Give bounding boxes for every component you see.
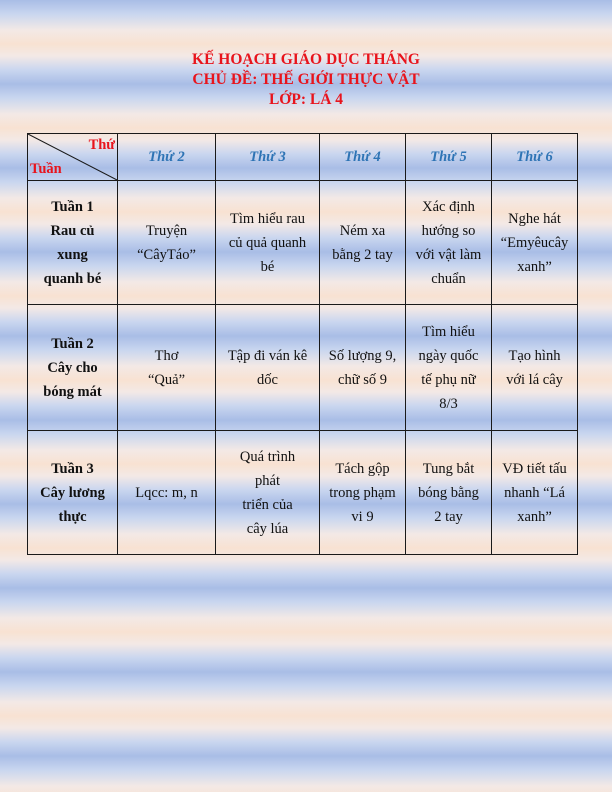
activity-line: Tách gộp: [335, 460, 390, 477]
document-title: [0, 50, 612, 110]
activity-cell: [216, 181, 320, 305]
activity-cell: [492, 305, 578, 431]
activity-line: Lqcc: m, n: [135, 484, 198, 501]
activity-line: VĐ tiết tấu: [502, 460, 567, 477]
activity-line: Xác định: [422, 198, 475, 215]
activity-line: 2 tay: [434, 508, 463, 525]
title-line-3: LỚP: LÁ 4: [268, 91, 344, 108]
header-day-wed: Thứ 4: [320, 134, 406, 181]
activity-line: ngày quốc: [418, 347, 479, 364]
week-topic-line: bóng mát: [43, 383, 102, 400]
activity-cell: [320, 431, 406, 555]
activity-line: xanh”: [517, 258, 552, 275]
activity-cell: [406, 305, 492, 431]
activity-cell: [492, 431, 578, 555]
header-day-fri: Thứ 6: [492, 134, 578, 181]
week-topic-line: Cây lương: [40, 484, 105, 501]
activity-cell: [320, 305, 406, 431]
week-topic-line: quanh bé: [43, 270, 102, 287]
activity-line: Tung bắt: [422, 460, 475, 477]
activity-line: “Quả”: [147, 371, 186, 388]
activity-line: bằng 2 tay: [332, 246, 393, 263]
activity-line: dốc: [257, 371, 278, 388]
activity-line: bóng bằng: [418, 484, 479, 501]
week-topic-line: Cây cho: [47, 359, 98, 376]
activity-cell: [216, 431, 320, 555]
header-day-tue: Thứ 3: [216, 134, 320, 181]
activity-line: xanh”: [517, 508, 552, 525]
week-cell: [28, 305, 118, 431]
week-label: Tuần 3: [51, 460, 94, 477]
activity-line: với vật làm: [415, 246, 482, 263]
activity-cell: [118, 305, 216, 431]
table-row: [28, 305, 578, 431]
header-day-mon: Thứ 2: [118, 134, 216, 181]
activity-line: với lá cây: [506, 371, 563, 388]
activity-line: “Emyêucây: [500, 234, 569, 251]
week-topic-line: thực: [58, 508, 87, 525]
week-cell: [28, 181, 118, 305]
week-cell: [28, 431, 118, 555]
activity-line: Truyện: [145, 222, 188, 239]
activity-line: Tạo hình: [508, 347, 561, 364]
activity-line: Thơ: [154, 347, 179, 364]
activity-line: triển của: [242, 496, 293, 513]
week-label: Tuần 2: [51, 335, 94, 352]
activity-line: cây lúa: [246, 520, 289, 537]
week-label: Tuần 1: [51, 198, 94, 215]
table-header-row: [28, 134, 578, 181]
corner-label-day: Thứ: [88, 137, 115, 153]
activity-cell: [406, 431, 492, 555]
week-topic-line: Rau củ: [50, 222, 95, 239]
activity-line: củ quả quanh: [228, 234, 307, 251]
table-row: [28, 431, 578, 555]
activity-line: tế phụ nữ: [421, 371, 476, 388]
activity-line: Tìm hiểu rau: [230, 210, 305, 227]
activity-line: Tập đi ván kê: [227, 347, 308, 364]
schedule-table: [27, 133, 578, 555]
activity-line: Nghe hát: [508, 210, 561, 227]
activity-cell: [406, 181, 492, 305]
corner-label-week: Tuần: [30, 161, 62, 177]
activity-line: bé: [260, 258, 275, 275]
activity-line: chuẩn: [431, 270, 466, 287]
table-row: [28, 181, 578, 305]
activity-cell: [492, 181, 578, 305]
activity-line: phát: [255, 472, 280, 489]
activity-cell: [320, 181, 406, 305]
title-line-2: CHỦ ĐỀ: THẾ GIỚI THỰC VẬT: [192, 71, 420, 88]
title-line-1: KẾ HOẠCH GIÁO DỤC THÁNG: [192, 51, 420, 68]
activity-cell: [216, 305, 320, 431]
activity-line: Quá trình: [239, 448, 296, 465]
activity-line: chữ số 9: [338, 371, 387, 388]
activity-line: hướng so: [421, 222, 476, 239]
week-topic-line: xung: [57, 246, 88, 263]
activity-line: Số lượng 9,: [328, 347, 397, 364]
activity-line: vi 9: [351, 508, 374, 525]
activity-line: Tìm hiểu: [422, 323, 475, 340]
corner-header-cell: [28, 134, 118, 181]
header-day-thu: Thứ 5: [406, 134, 492, 181]
activity-cell: [118, 431, 216, 555]
activity-line: “CâyTáo”: [137, 246, 196, 263]
activity-line: Ném xa: [339, 222, 386, 239]
activity-cell: [118, 181, 216, 305]
activity-line: nhanh “Lá: [504, 484, 565, 501]
activity-line: trong phạm: [329, 484, 396, 501]
activity-line: 8/3: [439, 395, 458, 412]
